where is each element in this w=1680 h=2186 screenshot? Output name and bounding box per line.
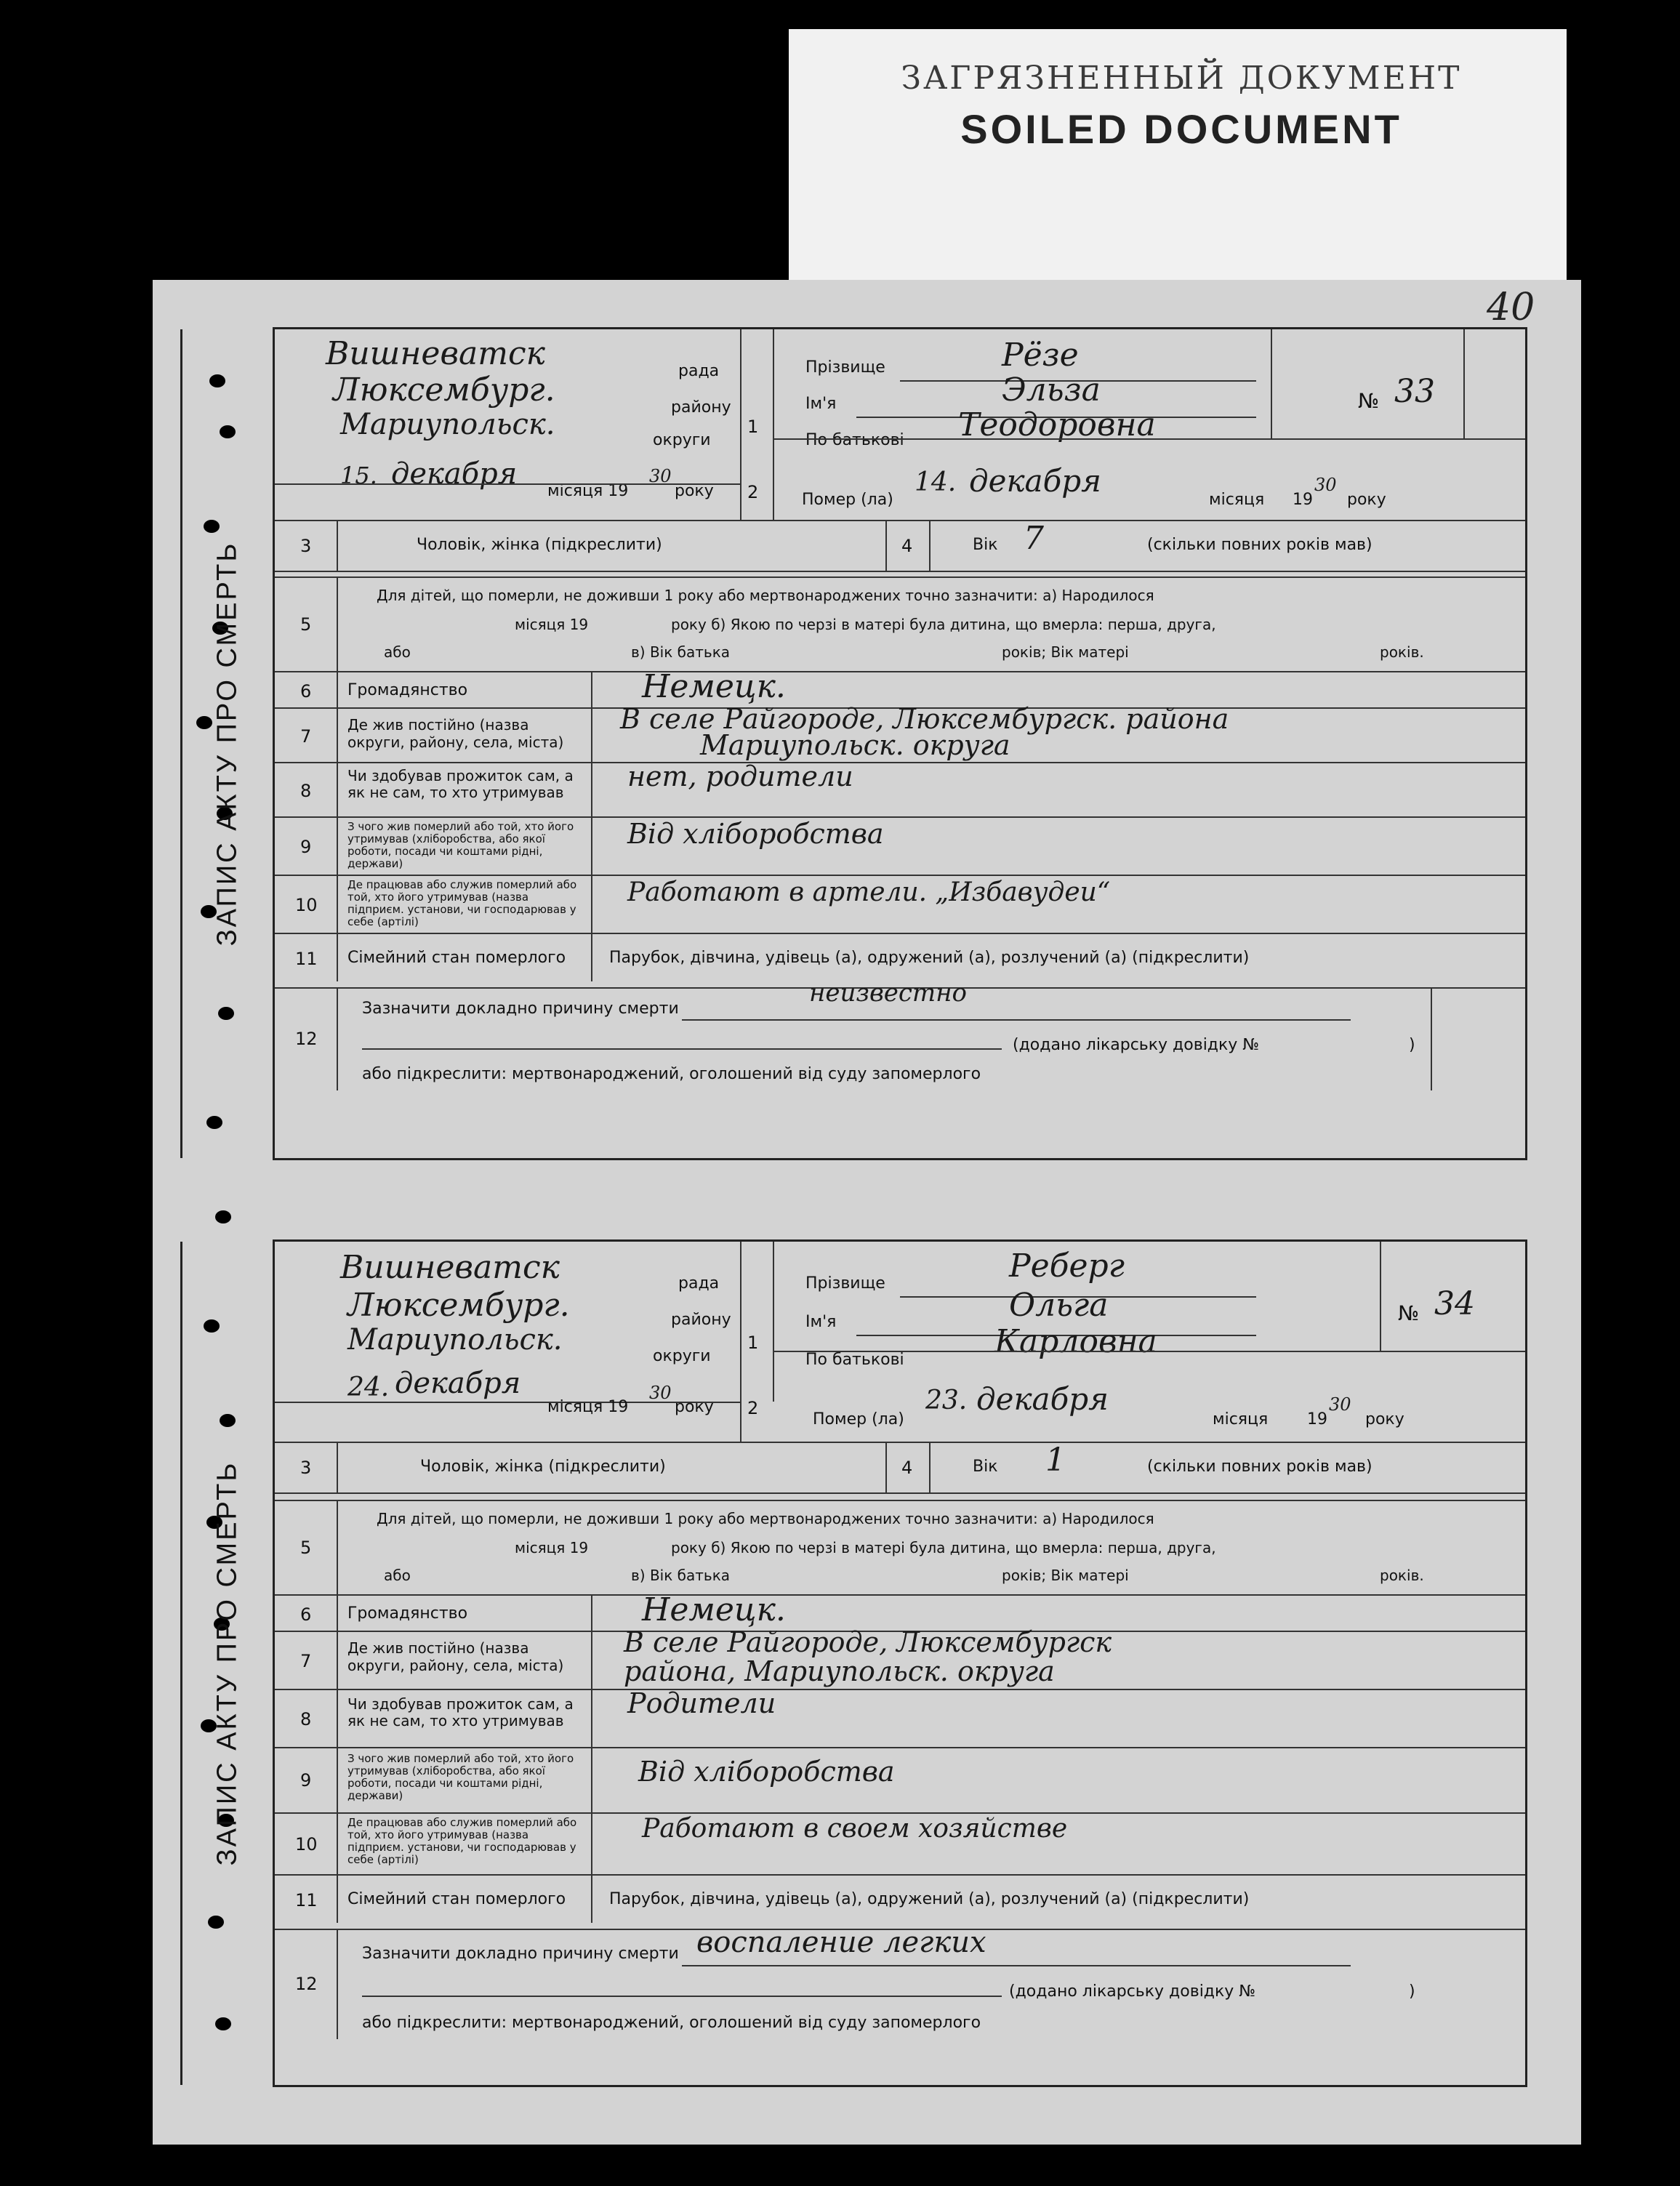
death-date-label: Помер (ла) xyxy=(802,491,893,509)
row-8: 8 Чи здобував прожиток сам, а як не сам, то хто утримував Родители xyxy=(275,1689,1525,1748)
cause-of-death: неизвестно xyxy=(809,979,968,1008)
marital-options: Парубок, дівчина, удівець (а), одружений (а), розлучений (а) (підкреслити) xyxy=(609,949,1250,967)
row-3: 3 Чоловік, жінка (підкреслити) 4 Вік 1 (скільки повних років мав) xyxy=(275,1442,1525,1492)
row-8: 8 Чи здобував прожиток сам, а як не сам, то хто утримував нет, родители xyxy=(275,762,1525,818)
work-value: Работают в артели. „Избавудеи“ xyxy=(627,877,1111,907)
citizenship-label: Громадянство xyxy=(347,681,468,699)
citizenship-value: Немецк. xyxy=(642,668,786,705)
age-value: 7 xyxy=(1024,520,1044,557)
registration-day: 15. xyxy=(340,462,377,489)
row-12: 12 Зазначити докладно причину смерти воспаление легких (додано лікарську довідку № ) або підкреслити: мертвонароджений, оголошений від суду запомерлого xyxy=(275,1929,1525,2039)
okruha-value: Мариупольск. xyxy=(340,408,555,441)
death-record-card-2: ЗАПИС АКТУ ПРО СМЕРТЬ Вишневатск рада Люксембург. району Мариупольск. округи 1 Прізвище Реберг Ім'я Ольга По батькові Карловна № 34 24. декабря місяця 19 30 року 2 Помер (ла) 23. декабря місяця 19 30 року 3 Чоловік, жінка (підкреслити) 4 Вік 1 (скільки повних років мав) 5 Для дітей, що померли, не доживши 1 року або мертвонароджених точно зазначити: а) Народилося місяця 19 року б) Якою по черзі в матері була дитина, що вмерла: перша, друга, або в) Вік батька років; Вік матері років. 6 Громадянство Немецк. 7 Де жив постійно (назва округи, району, села, міста) В селе Райгороде, Люксембургск района, Мариупольск. округа 8 Чи здобував прожиток сам, а як не сам, то хто утримував Родители 9 З чого жив померлий або той, хто його утримував (хліборобства, або якої роботи, посади чи коштами рідні, держави) Від хліборобства 10 Де працював або служив померлий або той, хто його утримував (назва підприєм. установи, чи господарював у себе (артілі) Работают в своем хозяйстве 11 Сімейний стан померлого Парубок, дівчина, удівець (а), одружений (а), розлучений (а) (підкреслити) 12 Зазначити докладно причину смерти воспаление легких (додано лікарську довідку № ) або підкреслити: мертвонароджений, оголошений від суду запомерлого xyxy=(273,1239,1527,2087)
age-note: (скільки повних років мав) xyxy=(1147,536,1372,554)
name-value: Эльза xyxy=(1002,371,1101,409)
surname-label: Прізвище xyxy=(805,358,885,377)
okruha-label: округи xyxy=(653,431,711,449)
surname-value: Рёзе xyxy=(1002,337,1079,374)
death-year: 30 xyxy=(1314,475,1337,495)
rada-label: рада xyxy=(678,362,720,380)
side-title: ЗАПИС АКТУ ПРО СМЕРТЬ xyxy=(212,541,243,947)
death-month-label: місяця xyxy=(1209,491,1265,509)
death-day: 14. xyxy=(915,467,957,497)
row-number: 1 xyxy=(747,417,759,437)
row-5: 5 Для дітей, що померли, не доживши 1 року або мертвонароджених точно зазначити: а) Народилося місяця 19 року б) Якою по черзі в матері була дитина, що вмерла: перша, друга, або в) Вік батька років; Вік матері років. xyxy=(275,576,1525,672)
row-6: 6 Громадянство Немецк. xyxy=(275,1594,1525,1632)
label-line-russian: ЗАГРЯЗНЕННЫЙ ДОКУМЕНТ xyxy=(901,60,1462,97)
residence-line-2: Мариупольск. округа xyxy=(700,729,1010,761)
sex-label: Чоловік, жінка (підкреслити) xyxy=(417,536,662,554)
label-line-english: SOILED DOCUMENT xyxy=(960,106,1402,152)
row-7: 7 Де жив постійно (назва округи, району, села, міста) В селе Райгороде, Люксембургск. района Мариупольск. округа xyxy=(275,707,1525,763)
patronymic-value: Теодоровна xyxy=(958,406,1156,443)
row-3: 3 Чоловік, жінка (підкреслити) 4 Вік 7 (скільки повних років мав) xyxy=(275,520,1525,571)
rayon-value: Люксембург. xyxy=(333,371,555,409)
registration-year-label: року xyxy=(675,482,714,500)
row-6: 6 Громадянство Немецк. xyxy=(275,671,1525,709)
row-10: 10 Де працював або служив померлий або той, хто його утримував (назва підприєм. установи, чи господарював у себе (артілі) Работают в своем хозяйстве xyxy=(275,1812,1525,1876)
row-11: 11 Сімейний стан померлого Парубок, дівчина, удівець (а), одружений (а), розлучений (а) (підкреслити) xyxy=(275,933,1525,981)
record-number: 33 xyxy=(1394,373,1435,410)
page-number: 40 xyxy=(1487,286,1535,329)
patronymic-label: По батькові xyxy=(805,431,904,449)
row-9: 9 З чого жив померлий або той, хто його утримував (хліборобства, або якої роботи, посади чи коштами рідні, держави) Від хліборобства xyxy=(275,1747,1525,1814)
row-12: 12 Зазначити докладно причину смерти неизвестно (додано лікарську довідку № ) або підкреслити: мертвонароджений, оголошений від суду запомерлого xyxy=(275,987,1525,1090)
row-2: 15. декабря місяця 19 30 року 2 xyxy=(275,475,1525,520)
rada-value: Вишневатск xyxy=(326,335,545,372)
death-month: декабря xyxy=(969,463,1101,499)
livelihood-value: Від хліборобства xyxy=(627,818,884,850)
row-1: Вишневатск рада Люксембург. району Мариупольск. округи 1 Прізвище Реберг Ім'я Ольга По батькові Карловна № 34 xyxy=(275,1242,1525,1351)
row-9: 9 З чого жив померлий або той, хто його утримував (хліборобства, або якої роботи, посади чи коштами рідні, держави) Від хліборобства xyxy=(275,816,1525,876)
soiled-document-label xyxy=(789,29,1567,284)
rayon-label: району xyxy=(671,398,731,417)
punch-hole xyxy=(215,1210,231,1223)
registration-year: 30 xyxy=(649,466,672,486)
side-title: ЗАПИС АКТУ ПРО СМЕРТЬ xyxy=(212,1460,243,1866)
support-value: нет, родители xyxy=(627,760,853,792)
name-label: Ім'я xyxy=(805,395,837,413)
row-5: 5 Для дітей, що померли, не доживши 1 року або мертвонароджених точно зазначити: а) Народилося місяця 19 року б) Якою по черзі в матері була дитина, що вмерла: перша, друга, або в) Вік батька років; Вік матері років. xyxy=(275,1500,1525,1596)
row-11: 11 Сімейний стан померлого Парубок, дівчина, удівець (а), одружений (а), розлучений (а) (підкреслити) xyxy=(275,1874,1525,1923)
registration-month: декабря xyxy=(391,457,518,491)
age-label: Вік xyxy=(973,536,998,554)
death-record-card-1: ЗАПИС АКТУ ПРО СМЕРТЬ Вишневатск рада Люксембург. району Мариупольск. округи 1 Прізвище Рёзе Ім'я Эльза По батькові Теодоровна № 33 15. декабря місяця 19 30 року 2 Помер (ла) 14. декабря місяця 19 30 року 3 Чоловік, жінка (підкреслити) 4 Вік 7 (скільки повних років мав) 5 Для дітей, що померли, не доживши 1 року або мертвонароджених точно зазначити: а) Народилося місяця 19 року б) Якою по черзі в матері була дитина, що вмерла: перша, друга, або в) Вік батька років; Вік матері років. 6 Громадянство Немецк. 7 Де жив постійно (назва округи, району, села, міста) В селе Райгороде, Люксембургск. района Мариупольск. округа 8 Чи здобував прожиток сам, а як не сам, то хто утримував нет, родители 9 З чого жив померлий або той, хто його утримував (хліборобства, або якої роботи, посади чи коштами рідні, держави) Від хліборобства 10 Де працював або служив померлий або той, хто його утримував (назва підприєм. установи, чи господарював у себе (артілі) Работают в артели. „Избавудеи“ 11 Сімейний стан померлого Парубок, дівчина, удівець (а), одружений (а), розлучений (а) (підкреслити) 12 Зазначити докладно причину смерти неизвестно (додано лікарську довідку № ) або підкреслити: мертвонароджений, оголошений від суду запомерлого xyxy=(273,327,1527,1160)
number-sign: № xyxy=(1358,389,1380,413)
row-10: 10 Де працював або служив померлий або той, хто його утримував (назва підприєм. установи, чи господарював у себе (артілі) Работают в артели. „Избавудеи“ xyxy=(275,875,1525,934)
registration-month-label: місяця 19 xyxy=(547,482,629,500)
record-number: 34 xyxy=(1434,1285,1475,1322)
row-1 xyxy=(275,329,1525,449)
death-year-label: 19 xyxy=(1293,491,1313,509)
row-7: 7 Де жив постійно (назва округи, району, села, міста) В селе Райгороде, Люксембургск района, Мариупольск. округа xyxy=(275,1631,1525,1690)
residence-line-1: В селе Райгороде, Люксембургск. района xyxy=(620,703,1229,735)
register-sheet xyxy=(153,280,1581,2145)
